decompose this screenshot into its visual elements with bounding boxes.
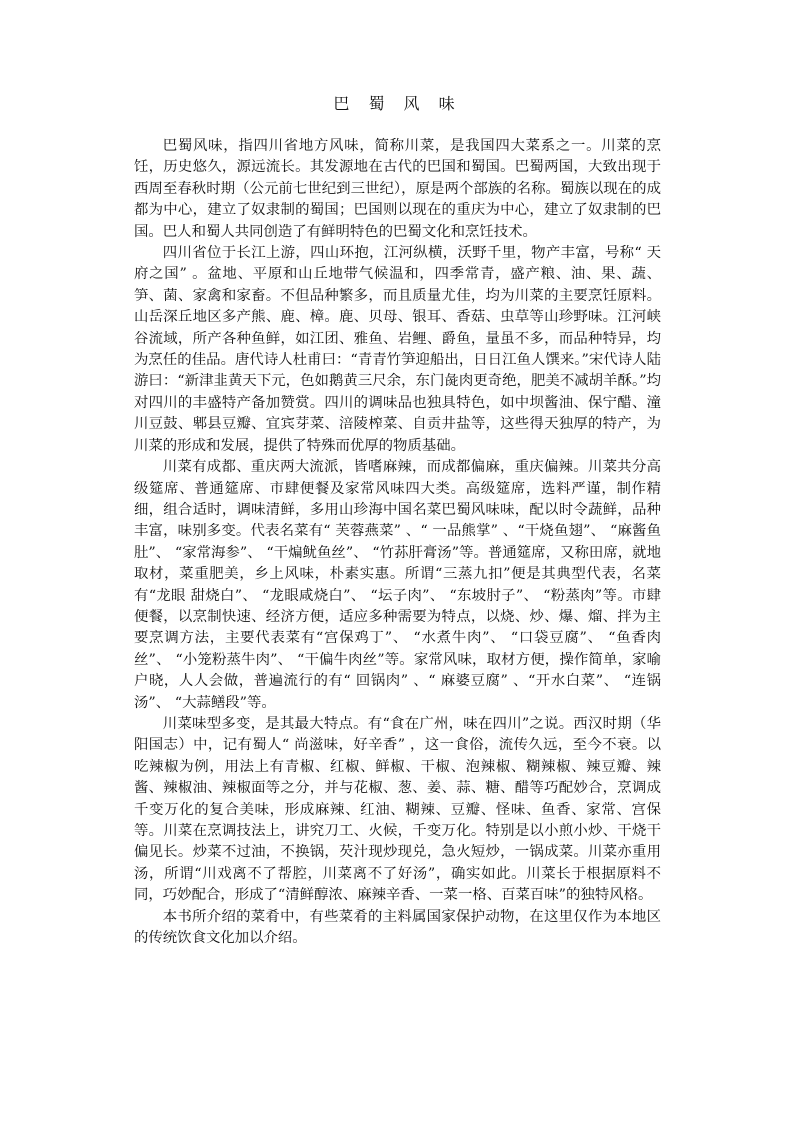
document-title: 巴 蜀 风 味 bbox=[333, 94, 462, 113]
paragraph-geography: 四川省位于长江上游，四山环抱，江河纵横，沃野千里，物产丰富，号称“ 天府之国” 。盆地、平原和山丘地带气候温和，四季常青，盛产粮、油、果、蔬、笋、菌、家禽和家畜。不但品种繁多，而且质量尤佳，均为川菜的主要烹饪原料。山岳深丘地区多产熊、鹿、樟。鹿、贝母、银耳、香菇、虫草等山珍野味。江河峡谷流域，所产各种鱼鲜，如江团、雅鱼、岩鲤、爵鱼，量虽不多，而品种特异，均为烹任的佳品。唐代诗人杜甫曰：“青青竹笋迎船出，日日江鱼人馔来。”宋代诗人陆游曰：“新津韭黄天下元，色如鹅黄三尺余，东门彘肉更奇绝，肥美不减胡羊酥。”均对四川的丰盛特产备加赞赏。四川的调味品也独具特色，如中坝酱油、保宁醋、潼川豆鼓、郫县豆瓣、宜宾芽菜、涪陵榨菜、自贡井盐等，这些得天独厚的特产，为川菜的形成和发展，提供了特殊而优厚的物质基础。 bbox=[134, 245, 661, 454]
paragraph-note: 本书所介绍的菜肴中，有些菜肴的主料属国家保护动物，在这里仅作为本地区的传统饮食文化加以介绍。 bbox=[134, 908, 661, 947]
paragraph-flavors: 川菜味型多变，是其最大特点。有“食在广州，味在四川”之说。西汉时期（华阳国志）中，记有蜀人“ 尚滋味，好辛香” ，这一食俗，流传久远，至今不衰。以吃辣椒为例，用法上有青椒、红椒、鲜椒、干椒、泡辣椒、糊辣椒、辣豆瓣、辣酱、辣椒油、辣椒面等之分，并与花椒、葱、姜、蒜、糖、醋等巧配妙合，烹调成千变万化的复合美味，形成麻辣、红油、糊辣、豆瓣、怪味、鱼香、家常、宫保等。川菜在烹调技法上，讲究刀工、火候，千变万化。特别是以小煎小炒、干烧干偏见长。炒菜不过油，不换锅，芡汁现炒现兑，急火短炒，一锅成菜。川菜亦重用汤，所谓“川戏离不了帮腔，川菜离不了好汤”，确实如此。川菜长于根据原料不同，巧妙配合，形成了“清鲜醇浓、麻辣辛香、一菜一格、百菜百味”的独特风格。 bbox=[134, 715, 661, 904]
paragraph-intro: 巴蜀风味，指四川省地方风味，简称川菜，是我国四大菜系之一。川菜的烹饪，历史悠久，源远流长。其发源地在古代的巴国和蜀国。巴蜀两国，大致出现于西周至春秋时期（公元前七世纪到三世纪），原是两个部族的名称。蜀族以现在的成都为中心，建立了奴隶制的蜀国；巴国则以现在的重庆为中心，建立了奴隶制的巴国。巴人和蜀人共同创造了有鲜明特色的巴蜀文化和烹饪技术。 bbox=[134, 138, 661, 240]
paragraph-schools: 川菜有成都、重庆两大流派，皆嗜麻辣，而成都偏麻，重庆偏辣。川菜共分高级筵席、普通筵席、市肆便餐及家常风味四大类。高级筵席，选料严谨，制作精细，组合适时，调味清鲜，多用山珍海中国名菜巴蜀风味味，配以时令蔬鲜，品种丰富，味别多变。代表名菜有“ 芙蓉燕菜” 、“ 一品熊掌” 、“干烧鱼翅”、 “麻酱鱼肚”、 “家常海参”、 “干煸鱿鱼丝”、 “竹荪肝膏汤”等。普通筵席，又称田席，就地取材，菜重肥美，乡上风味，朴素实惠。所谓“三蒸九扣”便是其典型代表，名菜有“龙眼 甜烧白”、 “龙眼咸烧白”、 “坛子肉”、 “东坡肘子”、 “粉蒸肉”等。市肆便餐，以烹制快速、经济方便，适应多种需要为特点，以烧、炒、爆、熘、拌为主要烹调方法，主要代表菜有“宫保鸡丁”、 “水煮牛肉”、 “口袋豆腐”、 “鱼香肉丝”、 “小笼粉蒸牛肉”、 “干偏牛肉丝”等。家常风味，取材方便，操作简单，家喻户晓，人人会做，普遍流行的有“ 回锅肉” 、“ 麻婆豆腐” 、“开水白菜”、 “连锅汤”、 “大蒜鳝段”等。 bbox=[134, 459, 661, 711]
document-page bbox=[134, 92, 661, 949]
